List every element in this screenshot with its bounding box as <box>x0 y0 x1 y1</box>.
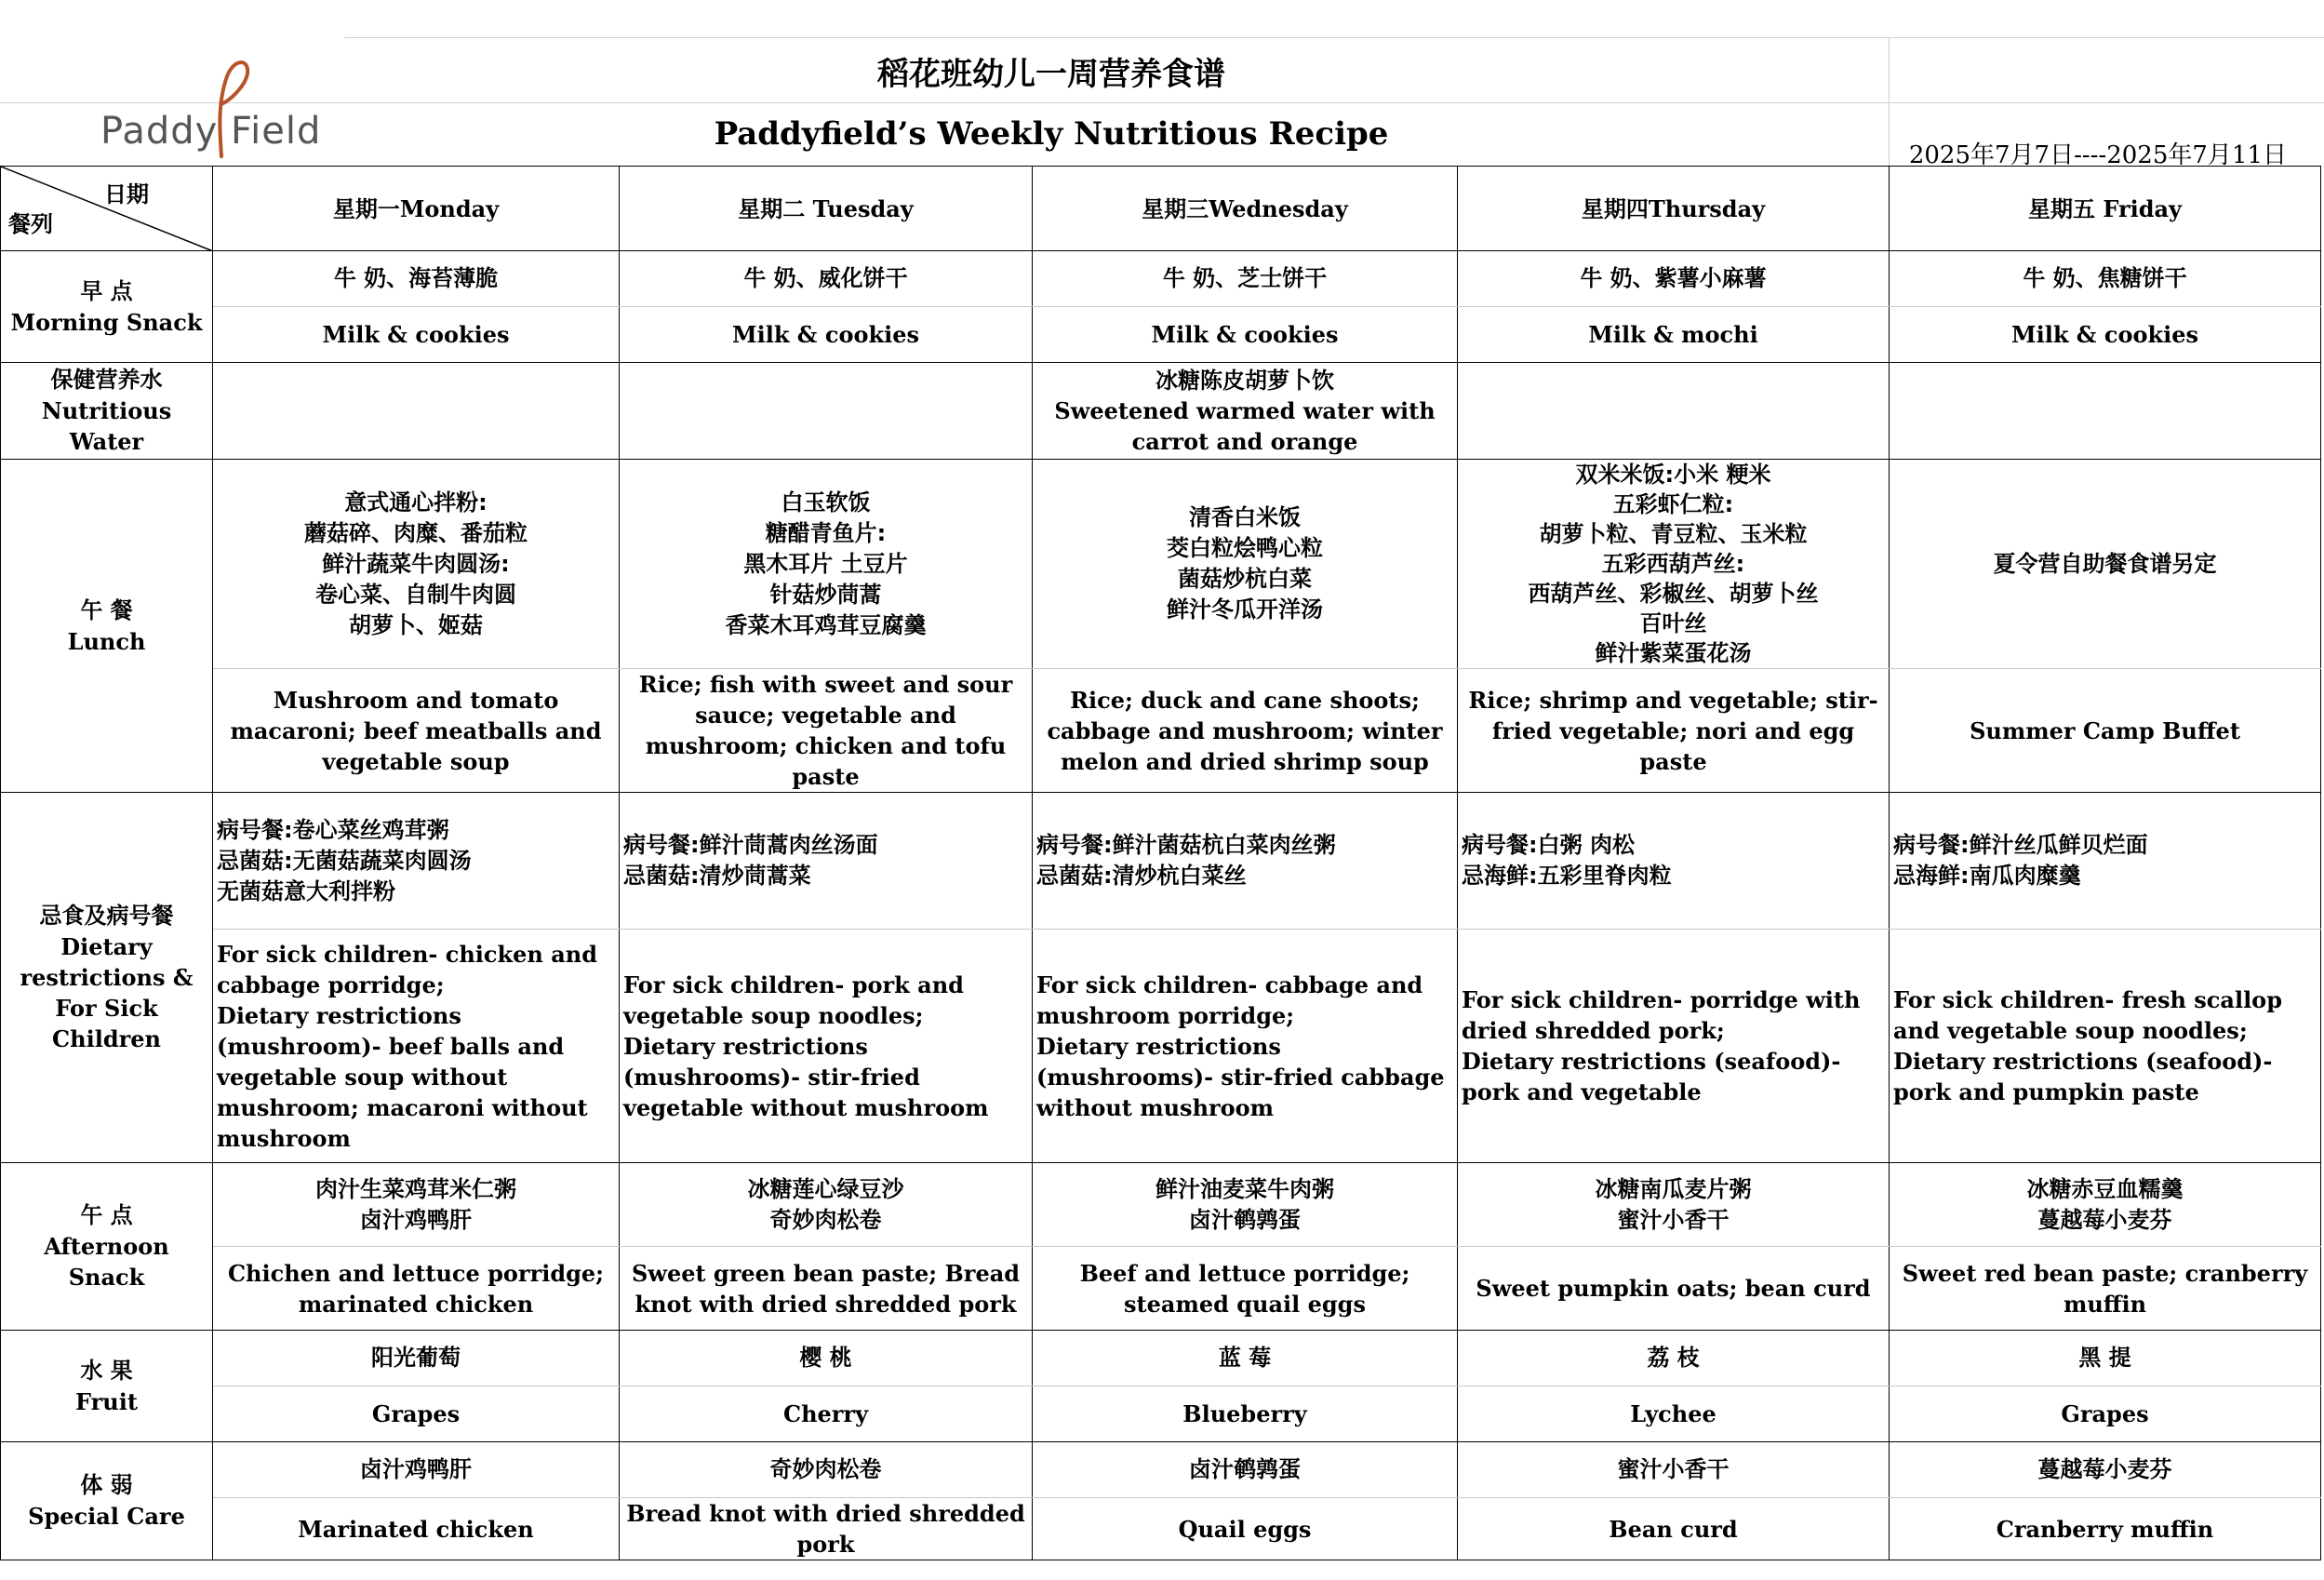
dietary-tue-zh: 病号餐:鲜汁茼蒿肉丝汤面 忌菌菇:清炒茼蒿菜 <box>620 793 1033 930</box>
fruit-fri-en: Grapes <box>1890 1386 2321 1442</box>
morning-snack-label-en: Morning Snack <box>10 308 203 336</box>
fruit-tue-zh: 樱 桃 <box>620 1331 1033 1386</box>
special-care-tue-zh: 奇妙肉松卷 <box>620 1442 1033 1498</box>
afternoon-snack-label-zh: 午 点 <box>80 1202 133 1228</box>
nutritious-water-label <box>1 363 213 460</box>
dietary-row-en <box>1 930 2321 1163</box>
fruit-mon-en: Grapes <box>213 1386 620 1442</box>
title-chinese: 稻花班幼儿一周营养食谱 <box>877 56 1225 93</box>
morning-snack-fri-zh: 牛 奶、焦糖饼干 <box>1890 251 2321 307</box>
lunch-wed-en: Rice; duck and cane shoots; cabbage and mushroom; winter melon and dried shrimp soup <box>1033 669 1458 793</box>
dietary-label-zh: 忌食及病号餐 <box>39 903 174 929</box>
lunch-tue-zh: 白玉软饭 糖醋青鱼片: 黑木耳片 土豆片 针菇炒茼蒿 香菜木耳鸡茸豆腐羹 <box>620 460 1033 669</box>
afternoon-snack-label-en: Afternoon Snack <box>44 1233 169 1291</box>
lunch-fri-zh: 夏令营自助餐食谱另定 <box>1890 460 2321 669</box>
fruit-fri-zh: 黑 提 <box>1890 1331 2321 1386</box>
day-tuesday: 星期二 Tuesday <box>620 167 1033 251</box>
special-care-label <box>1 1442 213 1560</box>
dietary-tue-en: For sick children- pork and vegetable soup noodles; Dietary restrictions (mushrooms)- stir-fried vegetable without mushroom <box>620 930 1033 1163</box>
morning-snack-tue-zh: 牛 奶、威化饼干 <box>620 251 1033 307</box>
fruit-thu-en: Lychee <box>1458 1386 1890 1442</box>
lunch-thu-zh: 双米米饭:小米 粳米 五彩虾仁粒: 胡萝卜粒、青豆粒、玉米粒 五彩西葫芦丝: 西葫芦丝、彩椒丝、胡萝卜丝 百叶丝 鲜汁紫菜蛋花汤 <box>1458 460 1890 669</box>
afternoon-snack-fri-en: Sweet red bean paste; cranberry muffin <box>1890 1247 2321 1331</box>
nutritious-water-fri <box>1890 363 2321 460</box>
morning-snack-tue-en: Milk & cookies <box>620 307 1033 363</box>
dietary-mon-en: For sick children- chicken and cabbage porridge; Dietary restrictions (mushroom)- beef balls and vegetable soup without mushroom; macaroni without mushroom <box>213 930 620 1163</box>
morning-snack-thu-zh: 牛 奶、紫薯小麻薯 <box>1458 251 1890 307</box>
header-top-rule <box>344 37 2324 38</box>
morning-snack-fri-en: Milk & cookies <box>1890 307 2321 363</box>
title-english: Paddyfield’s Weekly Nutritious Recipe <box>714 115 1389 153</box>
special-care-thu-zh: 蜜汁小香干 <box>1458 1442 1890 1498</box>
special-care-row-en <box>1 1498 2321 1560</box>
dietary-wed-zh: 病号餐:鲜汁菌菇杭白菜肉丝粥 忌菌菇:清炒杭白菜丝 <box>1033 793 1458 930</box>
fruit-label-zh: 水 果 <box>80 1357 133 1384</box>
fruit-tue-en: Cherry <box>620 1386 1033 1442</box>
dietary-wed-en: For sick children- cabbage and mushroom porridge; Dietary restrictions (mushrooms)- stir-fried cabbage without mushroom <box>1033 930 1458 1163</box>
corner-date-label: 日期 <box>104 181 149 208</box>
nutritious-water-wed: 冰糖陈皮胡萝卜饮 Sweetened warmed water with carrot and orange <box>1033 363 1458 460</box>
morning-snack-label-zh: 早 点 <box>80 277 133 304</box>
lunch-label <box>1 460 213 793</box>
lunch-label-en: Lunch <box>67 627 146 655</box>
header-rule <box>0 102 2324 103</box>
lunch-wed-zh: 清香白米饭 茭白粒烩鸭心粒 菌菇炒杭白菜 鲜汁冬瓜开洋汤 <box>1033 460 1458 669</box>
nutritious-water-mon <box>213 363 620 460</box>
lunch-fri-en: Summer Camp Buffet <box>1890 669 2321 793</box>
morning-snack-thu-en: Milk & mochi <box>1458 307 1890 363</box>
afternoon-snack-row-en <box>1 1247 2321 1331</box>
morning-snack-wed-en: Milk & cookies <box>1033 307 1458 363</box>
fruit-mon-zh: 阳光葡萄 <box>213 1331 620 1386</box>
dietary-fri-zh: 病号餐:鲜汁丝瓜鲜贝烂面 忌海鲜:南瓜肉糜羹 <box>1890 793 2321 930</box>
special-care-label-en: Special Care <box>28 1503 185 1530</box>
dietary-label <box>1 793 213 1163</box>
lunch-row-en <box>1 669 2321 793</box>
special-care-fri-en: Cranberry muffin <box>1890 1498 2321 1560</box>
morning-snack-row-zh <box>1 251 2321 307</box>
dietary-label-en: Dietary restrictions & For Sick Children <box>20 933 194 1052</box>
morning-snack-mon-en: Milk & cookies <box>213 307 620 363</box>
special-care-wed-zh: 卤汁鹌鹑蛋 <box>1033 1442 1458 1498</box>
morning-snack-wed-zh: 牛 奶、芝士饼干 <box>1033 251 1458 307</box>
fruit-label <box>1 1331 213 1442</box>
corner-meal-label: 餐列 <box>8 211 53 237</box>
lunch-tue-en: Rice; fish with sweet and sour sauce; vegetable and mushroom; chicken and tofu paste <box>620 669 1033 793</box>
special-care-thu-en: Bean curd <box>1458 1498 1890 1560</box>
afternoon-snack-fri-zh: 冰糖赤豆血糯羹 蔓越莓小麦芬 <box>1890 1163 2321 1247</box>
afternoon-snack-label <box>1 1163 213 1331</box>
morning-snack-row-en <box>1 307 2321 363</box>
lunch-mon-zh: 意式通心拌粉: 蘑菇碎、肉糜、番茄粒 鲜汁蔬菜牛肉圆汤: 卷心菜、自制牛肉圆 胡萝卜、姬菇 <box>213 460 620 669</box>
fruit-thu-zh: 荔 枝 <box>1458 1331 1890 1386</box>
lunch-row-zh <box>1 460 2321 669</box>
afternoon-snack-tue-zh: 冰糖莲心绿豆沙 奇妙肉松卷 <box>620 1163 1033 1247</box>
fruit-row-zh <box>1 1331 2321 1386</box>
nutritious-water-thu <box>1458 363 1890 460</box>
special-care-fri-zh: 蔓越莓小麦芬 <box>1890 1442 2321 1498</box>
afternoon-snack-thu-en: Sweet pumpkin oats; bean curd <box>1458 1247 1890 1331</box>
afternoon-snack-thu-zh: 冰糖南瓜麦片粥 蜜汁小香干 <box>1458 1163 1890 1247</box>
dietary-fri-en: For sick children- fresh scallop and vegetable soup noodles; Dietary restrictions (seafood)- pork and pumpkin paste <box>1890 930 2321 1163</box>
afternoon-snack-wed-en: Beef and lettuce porridge; steamed quail eggs <box>1033 1247 1458 1331</box>
day-monday: 星期一Monday <box>213 167 620 251</box>
fruit-row-en <box>1 1386 2321 1442</box>
day-thursday: 星期四Thursday <box>1458 167 1890 251</box>
afternoon-snack-mon-en: Chichen and lettuce porridge; marinated chicken <box>213 1247 620 1331</box>
special-care-label-zh: 体 弱 <box>80 1472 133 1498</box>
weekly-menu-table <box>0 166 2321 1560</box>
dietary-row-zh <box>1 793 2321 930</box>
logo-text: Paddy Field <box>100 110 322 153</box>
corner-cell <box>1 167 213 251</box>
days-header-row <box>1 167 2321 251</box>
special-care-mon-en: Marinated chicken <box>213 1498 620 1560</box>
nutritious-water-label-zh: 保健营养水 <box>50 367 163 393</box>
fruit-wed-zh: 蓝 莓 <box>1033 1331 1458 1386</box>
date-range: 2025年7月7日----2025年7月11日 <box>1908 141 2287 169</box>
day-wednesday: 星期三Wednesday <box>1033 167 1458 251</box>
lunch-thu-en: Rice; shrimp and vegetable; stir-fried vegetable; nori and egg paste <box>1458 669 1890 793</box>
nutritious-water-row <box>1 363 2321 460</box>
dietary-mon-zh: 病号餐:卷心菜丝鸡茸粥 忌菌菇:无菌菇蔬菜肉圆汤 无菌菇意大利拌粉 <box>213 793 620 930</box>
morning-snack-mon-zh: 牛 奶、海苔薄脆 <box>213 251 620 307</box>
dietary-thu-zh: 病号餐:白粥 肉松 忌海鲜:五彩里脊肉粒 <box>1458 793 1890 930</box>
day-friday: 星期五 Friday <box>1890 167 2321 251</box>
afternoon-snack-row-zh <box>1 1163 2321 1247</box>
morning-snack-label <box>1 251 213 363</box>
fruit-label-en: Fruit <box>75 1387 138 1415</box>
nutritious-water-tue <box>620 363 1033 460</box>
special-care-tue-en: Bread knot with dried shredded pork <box>620 1498 1033 1560</box>
afternoon-snack-mon-zh: 肉汁生菜鸡茸米仁粥 卤汁鸡鸭肝 <box>213 1163 620 1247</box>
afternoon-snack-tue-en: Sweet green bean paste; Bread knot with dried shredded pork <box>620 1247 1033 1331</box>
nutritious-water-label-en: Nutritious Water <box>41 397 172 455</box>
dietary-thu-en: For sick children- porridge with dried shredded pork; Dietary restrictions (seafood)- pork and vegetable <box>1458 930 1890 1163</box>
special-care-mon-zh: 卤汁鸡鸭肝 <box>213 1442 620 1498</box>
lunch-label-zh: 午 餐 <box>80 596 133 623</box>
afternoon-snack-wed-zh: 鲜汁油麦菜牛肉粥 卤汁鹌鹑蛋 <box>1033 1163 1458 1247</box>
special-care-row-zh <box>1 1442 2321 1498</box>
lunch-mon-en: Mushroom and tomato macaroni; beef meatballs and vegetable soup <box>213 669 620 793</box>
special-care-wed-en: Quail eggs <box>1033 1498 1458 1560</box>
fruit-wed-en: Blueberry <box>1033 1386 1458 1442</box>
